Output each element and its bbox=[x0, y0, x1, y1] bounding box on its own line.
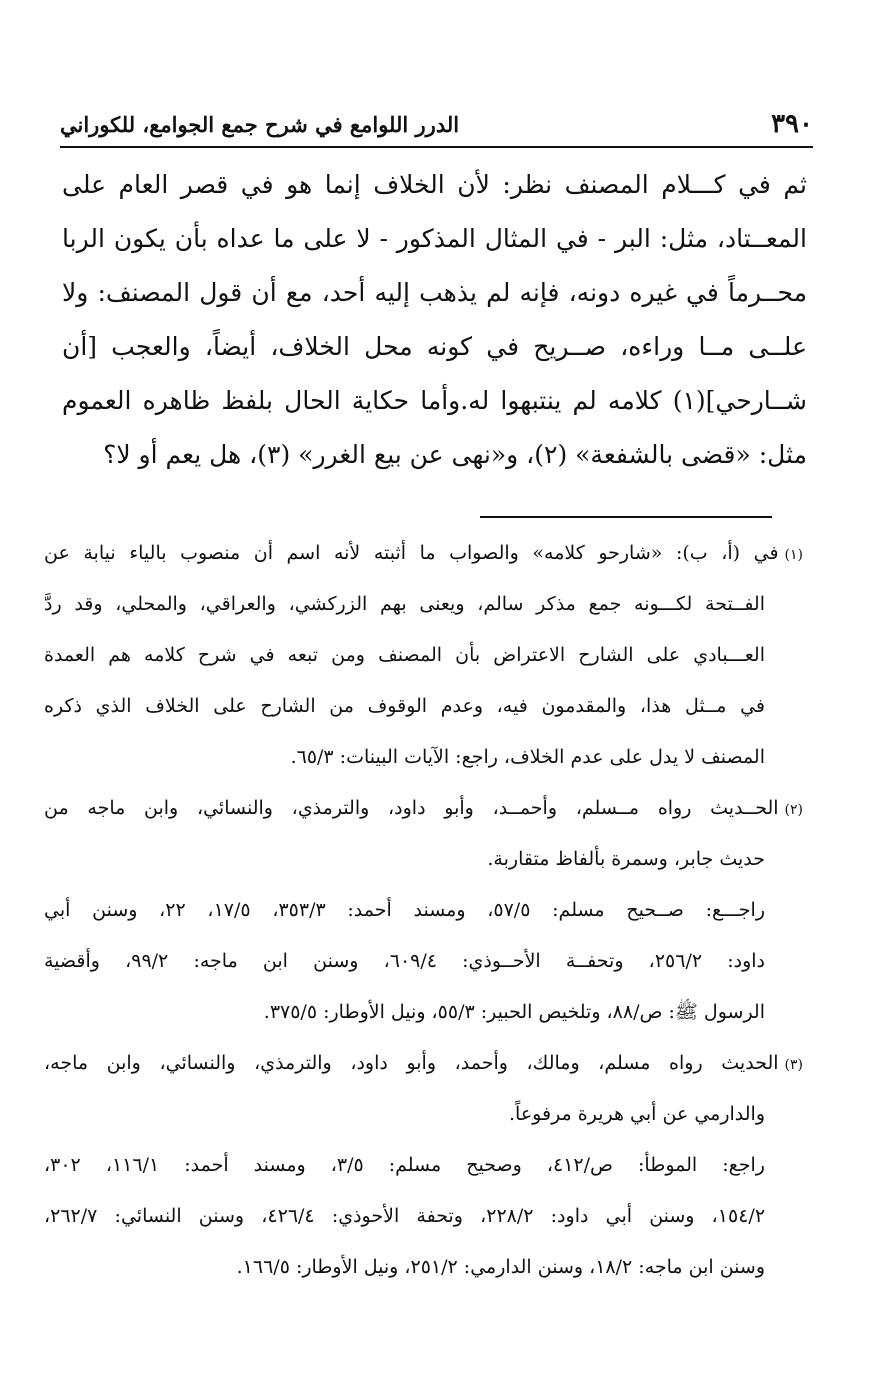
footnote-number: (٢) bbox=[784, 802, 803, 818]
footnote-line: الفــتحة لكـــونه جمع مذكر سالم، ويعنى بهم الزركشي، والعراقي، والمحلي، وقد ردَّ bbox=[44, 593, 765, 615]
footnote-line: العـــبادي على الشارح الاعتراض بأن المصنف ومن تبعه في شرح كلامه هم العمدة bbox=[44, 644, 765, 666]
footnote-line: المصنف لا يدل على عدم الخلاف، راجع: الآيات البينات: ٦٥/٣. bbox=[290, 746, 765, 768]
footnote-text: الحــديث رواه مــسلم، وأحمــد، وأبو داود، والترمذي، والنسائي، وابن ماجه من bbox=[44, 797, 779, 819]
footnote-1 bbox=[44, 528, 803, 783]
page-header bbox=[60, 100, 813, 148]
footnote-text: الحديث رواه مسلم، ومالك، وأحمد، وأبو داود، والترمذي، والنسائي، وابن ماجه، bbox=[44, 1052, 779, 1074]
header-rule bbox=[60, 146, 813, 148]
footnote-line: في مــثل هذا، والمقدمون فيه، وعدم الوقوف من الشارح على الخلاف الذي ذكره bbox=[44, 695, 765, 717]
main-text bbox=[62, 158, 807, 482]
footnote-ref-line: ١٥٤/٢، وسنن أبي داود: ٢٢٨/٢، وتحفة الأحوذي: ٤٢٦/٤، وسنن النسائي: ٢٦٢/٧، bbox=[44, 1205, 766, 1227]
footnote-ref-line: داود: ٢٥٦/٢، وتحفــة الأحــوذي: ٦٠٩/٤، وسنن ابن ماجه: ٩٩/٢، وأقضية bbox=[44, 950, 766, 972]
footnote-ref-line: راجـــع: صــحيح مسلم: ٥٧/٥، ومسند أحمد: ٣٥٣/٣، ١٧/٥، ٢٢، وسنن أبي bbox=[44, 899, 765, 921]
body-line: شــارحي](١) كلامه لم ينتبهوا له.وأما حكاية الحال بلفظ ظاهره العموم bbox=[62, 386, 807, 415]
running-title: الدرر اللوامع في شرح جمع الجوامع، للكوراني bbox=[60, 111, 460, 137]
footnote-ref-line: راجع: الموطأ: ص/٤١٢، وصحيح مسلم: ٣/٥، ومسند أحمد: ١١٦/١، ٣٠٢، bbox=[44, 1154, 765, 1176]
body-line: المعــتاد، مثل: البر - في المثال المذكور - لا على ما عداه بأن يكون الربا bbox=[62, 224, 807, 253]
footnote-line: حديث جابر، وسمرة بألفاظ متقاربة. bbox=[487, 848, 765, 870]
footnotes bbox=[44, 528, 803, 1293]
footnote-2 bbox=[44, 783, 803, 1038]
footnote-text: في (أ، ب): «شارحو كلامه» والصواب ما أثبته لأنه اسم أن منصوب بالياء نيابة عن bbox=[44, 542, 779, 564]
body-line: محــرماً في غيره دونه، فإنه لم يذهب إليه أحد، مع أن قول المصنف: ولا bbox=[62, 278, 807, 307]
footnote-number: (١) bbox=[784, 547, 803, 563]
footnote-ref-line: وسنن ابن ماجه: ١٨/٢، وسنن الدارمي: ٢٥١/٢، ونيل الأوطار: ١٦٦/٥. bbox=[236, 1256, 765, 1278]
page-number: ٣٩٠ bbox=[771, 109, 813, 139]
body-line: مثل: «قضى بالشفعة» (٢)، و«نهى عن بيع الغرر» (٣)، هل يعم أو لا؟ bbox=[103, 440, 807, 469]
body-line: علــى مــا وراءه، صــريح في كونه محل الخلاف، أيضاً، والعجب [أن bbox=[62, 332, 807, 361]
footnote-number: (٣) bbox=[784, 1057, 803, 1073]
body-line: ثم في كـــلام المصنف نظر: لأن الخلاف إنما هو في قصر العام على bbox=[62, 170, 807, 199]
footnote-ref-line: الرسول ﷺ: ص/٨٨، وتلخيص الحبير: ٥٥/٣، ونيل الأوطار: ٣٧٥/٥. bbox=[263, 1001, 765, 1023]
footnote-3 bbox=[44, 1038, 803, 1293]
footnote-line: والدارمي عن أبي هريرة مرفوعاً. bbox=[509, 1103, 765, 1125]
footnote-rule bbox=[480, 516, 772, 518]
